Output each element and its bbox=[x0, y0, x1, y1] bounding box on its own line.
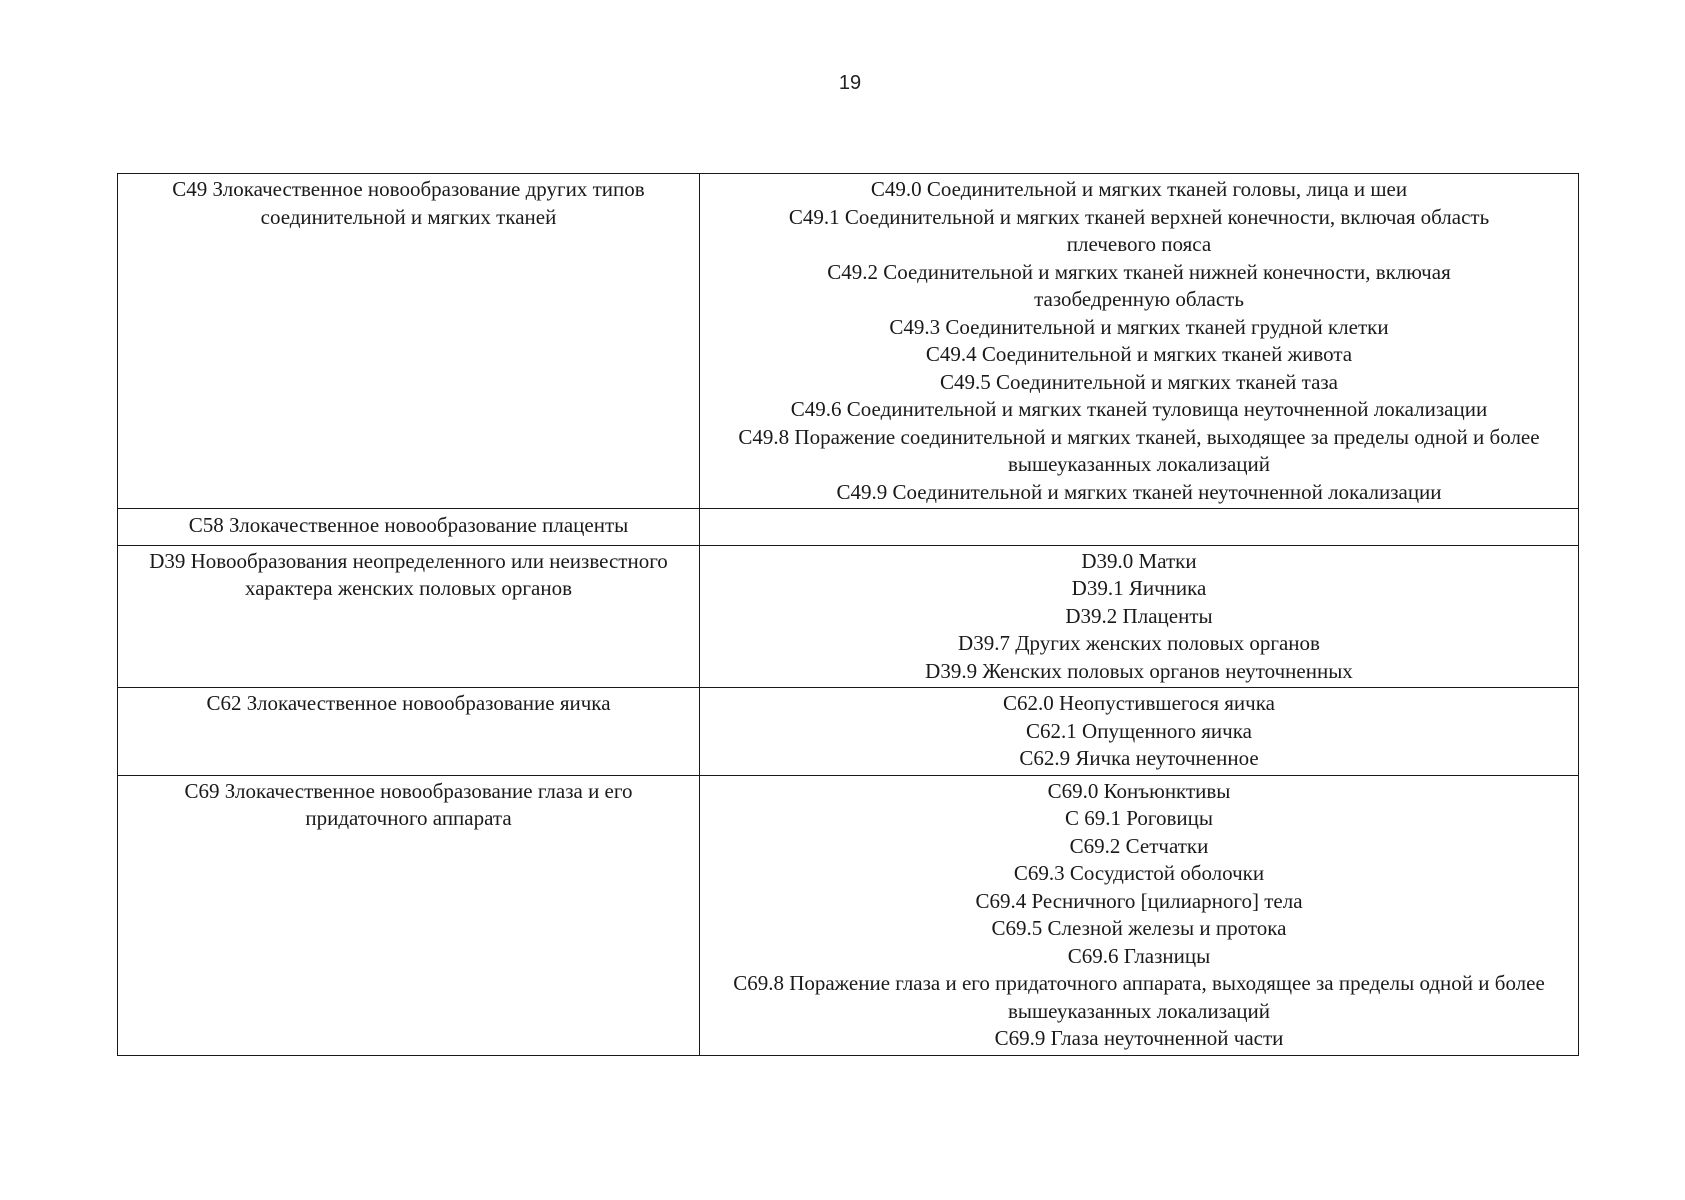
subcode-item: D39.2 Плаценты bbox=[1065, 603, 1213, 628]
subcode-item: С49.6 Соединительной и мягких тканей туловища неуточненной локализации bbox=[790, 397, 1488, 421]
subcode-item: D39.9 Женских половых органов неуточненных bbox=[925, 658, 1353, 683]
subcode-item: С49.5 Соединительной и мягких тканей таза bbox=[939, 369, 1339, 394]
code-group-text: С49 Злокачественное новообразование других типов соединительной и мягких тканей bbox=[172, 177, 645, 229]
table-row bbox=[118, 509, 1579, 546]
subcode-item: С69.9 Глаза неуточненной части bbox=[994, 1026, 1284, 1050]
table-row bbox=[118, 775, 1579, 1055]
subcode-item: С69.8 Поражение глаза и его придаточного аппарата, выходящее за пределы одной и более вышеуказанных локализаций bbox=[733, 971, 1545, 1023]
subcode-item: С49.2 Соединительной и мягких тканей нижней конечности, включая тазобедренную область bbox=[827, 259, 1451, 311]
subcode-item: С69.0 Конъюнктивы bbox=[1047, 778, 1231, 803]
code-group-cell bbox=[118, 509, 700, 546]
table bbox=[117, 173, 1579, 1056]
code-group-text: С58 Злокачественное новообразование плаценты bbox=[188, 513, 629, 537]
subcode-item: С69.4 Ресничного [цилиарного] тела bbox=[975, 888, 1303, 913]
subcode-item: С69.2 Сетчатки bbox=[1069, 833, 1209, 858]
subcode-item: D39.1 Яичника bbox=[1071, 576, 1207, 600]
subcode-item: С 69.1 Роговицы bbox=[1064, 806, 1213, 830]
table-row bbox=[118, 545, 1579, 688]
subcodes-cell bbox=[700, 174, 1579, 509]
subcode-item: С49.1 Соединительной и мягких тканей верхней конечности, включая область плечевого пояса bbox=[788, 204, 1490, 256]
subcode-item: С62.0 Неопустившегося яичка bbox=[1003, 691, 1275, 715]
subcode-item: С69.3 Сосудистой оболочки bbox=[1013, 861, 1265, 885]
subcode-item: С49.0 Соединительной и мягких тканей головы, лица и шеи bbox=[870, 177, 1408, 201]
subcode-item: С49.3 Соединительной и мягких тканей грудной клетки bbox=[889, 314, 1389, 339]
subcode-item: С62.1 Опущенного яичка bbox=[1026, 718, 1252, 743]
subcode-item: С49.8 Поражение соединительной и мягких тканей, выходящее за пределы одной и более вышеуказанных локализаций bbox=[738, 424, 1540, 476]
diagnosis-code-table bbox=[117, 173, 1578, 1056]
table-row bbox=[118, 174, 1579, 509]
subcode-item: С49.9 Соединительной и мягких тканей неуточненной локализации bbox=[836, 479, 1442, 504]
code-group-cell bbox=[118, 775, 700, 1055]
subcodes-cell bbox=[700, 775, 1579, 1055]
code-group-text: С69 Злокачественное новообразование глаза и его придаточного аппарата bbox=[184, 778, 633, 830]
subcode-item: С69.6 Глазницы bbox=[1067, 943, 1211, 968]
subcodes-cell bbox=[700, 509, 1579, 546]
subcode-item: D39.0 Матки bbox=[1081, 548, 1197, 573]
code-group-cell bbox=[118, 688, 700, 776]
code-group-cell bbox=[118, 545, 700, 688]
subcode-item: С69.5 Слезной железы и протока bbox=[991, 916, 1287, 940]
subcodes-cell bbox=[700, 688, 1579, 776]
subcode-item: С49.4 Соединительной и мягких тканей живота bbox=[925, 342, 1353, 366]
subcode-item: С62.9 Яичка неуточненное bbox=[1019, 746, 1259, 770]
code-group-cell bbox=[118, 174, 700, 509]
page-number: 19 bbox=[838, 72, 862, 94]
subcodes-cell bbox=[700, 545, 1579, 688]
code-group-text: С62 Злокачественное новообразование яичка bbox=[206, 691, 611, 715]
code-group-text: D39 Новообразования неопределенного или неизвестного характера женских половых органов bbox=[149, 548, 668, 600]
subcode-item: D39.7 Других женских половых органов bbox=[958, 631, 1320, 655]
table-row bbox=[118, 688, 1579, 776]
